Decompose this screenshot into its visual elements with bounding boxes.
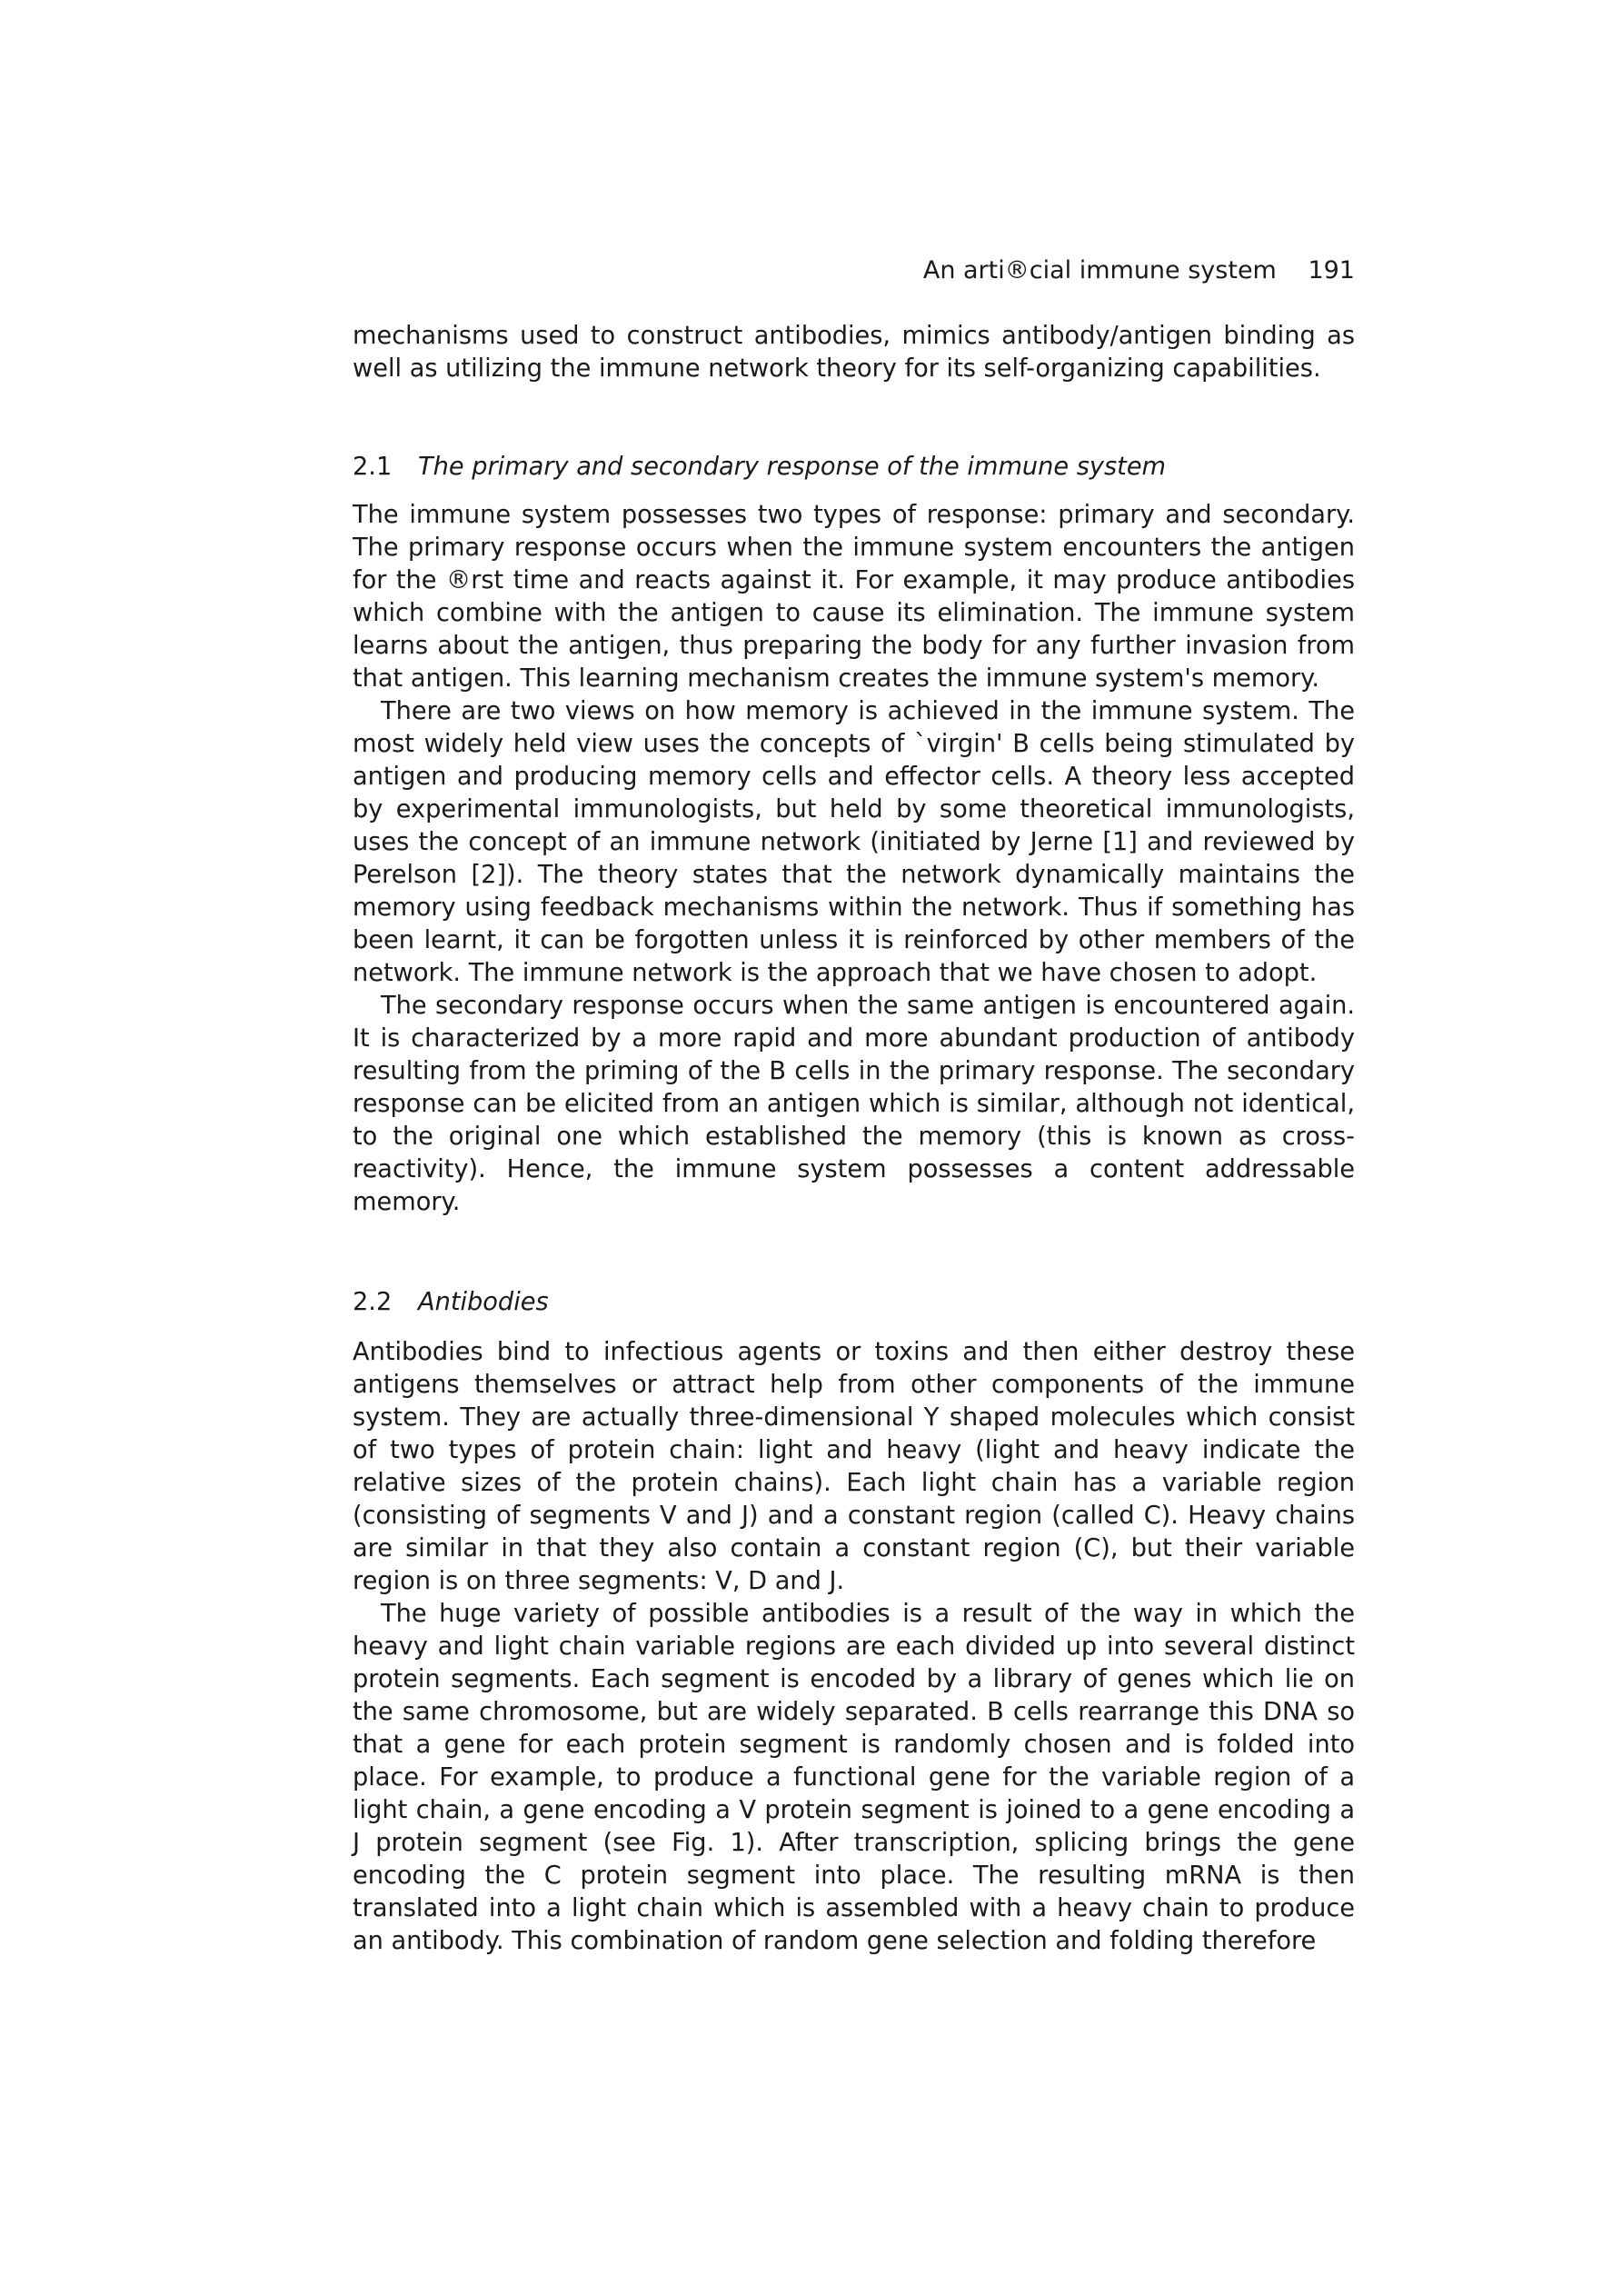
paragraph: The immune system possesses two types of response: primary and secondary. The primary response occurs when the immune system encounters the antigen for the ®rst time and reacts against it. For example, it may produce antibodies which combine with the antigen to cause its elimination. The immune system learns about the antigen, thus preparing the body for any further invasion from that antigen. This learning mechanism creates the immune system's memory. — [353, 501, 1355, 693]
section-heading-2-1 — [353, 451, 1355, 484]
section-heading-2-2 — [353, 1286, 1355, 1319]
paragraph: There are two views on how memory is achieved in the immune system. The most widely held view uses the concepts of `virgin' B cells being stimulated by antigen and producing memory cells and effector cells. A theory less accepted by experimental immunologists, but held by some theoretical immunologists, uses the concept of an immune network (initiated by Jerne [1] and reviewed by Perelson [2]). The theory states that the network dynamically maintains the memory using feedback mechanisms within the network. Thus if something has been learnt, it can be forgotten unless it is reinforced by other members of the network. The immune network is the approach that we have chosen to adopt. — [353, 697, 1355, 987]
page-number: 191 — [1308, 256, 1355, 285]
intro-paragraph: mechanisms used to construct antibodies, mimics antibody/antigen binding as well as utilizing the immune network theory for its self-organizing capabilities. — [353, 322, 1355, 383]
running-head-title: An arti®cial immune system — [922, 256, 1277, 285]
paragraph: Antibodies bind to infectious agents or toxins and then either destroy these antigens themselves or attract help from other components of the immune system. They are actually three-dimensional Y shaped molecules which consist of two types of protein chain: light and heavy (light and heavy indicate the relative sizes of the protein chains). Each light chain has a variable region (consisting of segments V and J) and a constant region (called C). Heavy chains are similar in that they also contain a constant region (C), but their variable region is on three segments: V, D and J. — [353, 1338, 1355, 1595]
section-title: Antibodies — [418, 1288, 549, 1316]
paragraph: The secondary response occurs when the same antigen is encountered again. It is characterized by a more rapid and more abundant production of antibody resulting from the priming of the B cells in the primary response. The secondary response can be elicited from an antigen which is similar, although not identical, to the original one which established the memory (this is known as cross-reactivity). Hence, the immune system possesses a content addressable memory. — [353, 992, 1355, 1216]
section-number: 2.2 — [353, 1288, 393, 1316]
section-title: The primary and secondary response of the immune system — [418, 453, 1167, 481]
paragraph: The huge variety of possible antibodies is a result of the way in which the heavy and light chain variable regions are each divided up into several distinct protein segments. Each segment is encoded by a library of genes which lie on the same chromosome, but are widely separated. B cells rearrange this DNA so that a gene for each protein segment is randomly chosen and is folded into place. For example, to produce a functional gene for the variable region of a light chain, a gene encoding a V protein segment is joined to a gene encoding a J protein segment (see Fig. 1). After transcription, splicing brings the gene encoding the C protein segment into place. The resulting mRNA is then translated into a light chain which is assembled with a heavy chain to produce an antibody. This combination of random gene selection and folding therefore — [353, 1600, 1355, 1955]
running-head — [923, 255, 1355, 287]
page-body — [353, 320, 1355, 1958]
section-number: 2.1 — [353, 453, 393, 481]
